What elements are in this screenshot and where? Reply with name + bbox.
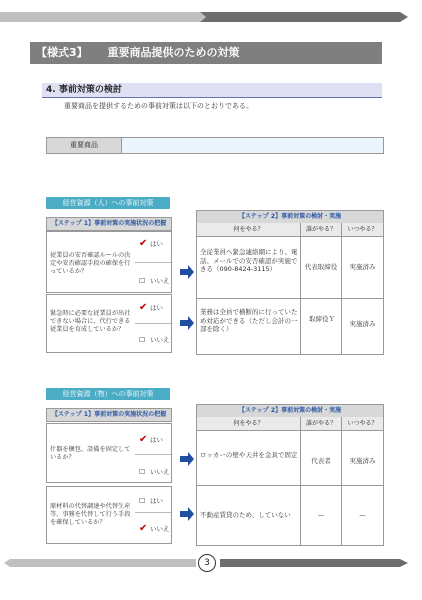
action-who: 取締役Ｙ — [309, 315, 335, 323]
question-text: 緊急時に必要な従業員が出社できない場合に、代行できる従業員を育成しているか？ — [50, 310, 131, 333]
action-when: — — [359, 511, 366, 519]
check-mark-icon: ✔ — [139, 434, 148, 445]
column-divider — [341, 223, 342, 354]
important-product-row — [46, 137, 384, 154]
question-row — [46, 423, 172, 483]
important-product-label: 重要商品 — [47, 138, 122, 153]
checkbox-icon: ☐ — [139, 497, 146, 505]
step1-title-people: 【ステップ 1】事前対策の実施状況の把握 — [46, 217, 172, 231]
row-divider — [197, 298, 383, 299]
checkbox-icon: ☐ — [139, 277, 146, 285]
step2-title: 【ステップ 2】事前対策の検討・実施 — [197, 211, 383, 224]
action-when: 実施済み — [349, 457, 376, 465]
important-product-field[interactable] — [122, 138, 383, 153]
no-option[interactable]: ☐ いいえ — [139, 468, 170, 476]
column-what: 何をやる？ — [197, 417, 300, 431]
column-who: 誰がやる？ — [301, 417, 341, 431]
column-when: いつやる？ — [342, 223, 383, 237]
question-row — [46, 231, 172, 293]
column-divider — [341, 417, 342, 545]
form-header — [30, 42, 382, 64]
option-divider — [135, 323, 171, 324]
action-what: 全従業員へ緊急連絡網により、電話、メールでの安否確認が実施できる（090-8424-3115） — [200, 248, 298, 273]
section-heading — [42, 83, 382, 98]
block-heading-people: 経営資源（人）への事前対策 — [46, 197, 170, 209]
column-divider — [300, 417, 301, 545]
arrow-right-icon — [180, 452, 194, 466]
check-mark-icon: ✔ — [139, 302, 148, 313]
action-what: ロッカーの壁や天井を金具で固定 — [200, 451, 298, 459]
row-divider — [197, 485, 383, 486]
step2-title: 【ステップ 2】事前対策の検討・実施 — [197, 405, 383, 418]
question-text: 原材料の代替調達や代替生産等、事務を代替して行う手段を確保しているか？ — [50, 503, 131, 526]
top-decorative-bar — [0, 10, 422, 24]
section-intro: 重要商品を提供するための事前対策は以下のとおりである。 — [64, 102, 253, 110]
arrow-right-icon — [180, 265, 194, 279]
block-heading-things: 経営資源（物）への事前対策 — [46, 388, 170, 400]
question-text: 什器を梱包、設備を固定しているか？ — [50, 446, 131, 461]
yes-option[interactable]: ✔ はい — [139, 238, 163, 249]
action-who: 代表取締役 — [304, 263, 338, 271]
no-option[interactable]: ☐ いいえ — [139, 336, 170, 344]
arrow-right-icon — [180, 316, 194, 330]
checkbox-icon: ☐ — [139, 468, 146, 476]
form-tag: 【様式3】 — [36, 46, 88, 59]
question-row — [46, 294, 172, 353]
form-title: 重要商品提供のための対策 — [107, 46, 240, 59]
check-mark-icon: ✔ — [139, 523, 148, 534]
question-text: 従業員の安否確認ルールの決定や安否確認手段の確保を行っているか？ — [50, 252, 131, 275]
action-when: 実施済み — [349, 320, 376, 328]
action-what: 業務は全員で横断的に行っていため対応ができる（ただし会計の一部を除く） — [200, 308, 298, 333]
action-what: 不動産賃貸のため、していない — [200, 511, 291, 519]
no-option[interactable]: ☐ いいえ — [139, 277, 170, 285]
column-when: いつやる？ — [342, 417, 383, 431]
arrow-right-icon — [180, 507, 194, 521]
action-who: — — [317, 511, 325, 519]
column-divider — [300, 223, 301, 354]
option-divider — [135, 512, 171, 513]
action-when: 実施済み — [349, 263, 376, 271]
question-row — [46, 486, 172, 544]
step2-table-things — [196, 404, 384, 546]
option-divider — [135, 454, 171, 455]
step2-table-people — [196, 210, 384, 355]
section-title: 4. 事前対策の検討 — [46, 85, 122, 95]
yes-option[interactable]: ✔ はい — [139, 434, 163, 445]
yes-option[interactable]: ✔ はい — [139, 302, 163, 313]
page-number: 3 — [198, 554, 216, 572]
yes-option[interactable]: ☐ はい — [139, 497, 163, 505]
action-who: 代表者 — [311, 457, 331, 465]
check-mark-icon: ✔ — [139, 238, 148, 249]
no-option[interactable]: ✔ いいえ — [139, 523, 170, 534]
checkbox-icon: ☐ — [139, 336, 146, 344]
column-who: 誰がやる？ — [301, 223, 341, 237]
step1-title-things: 【ステップ 1】事前対策の実施状況の把握 — [46, 408, 172, 422]
column-what: 何をやる？ — [197, 223, 300, 237]
option-divider — [135, 262, 171, 263]
